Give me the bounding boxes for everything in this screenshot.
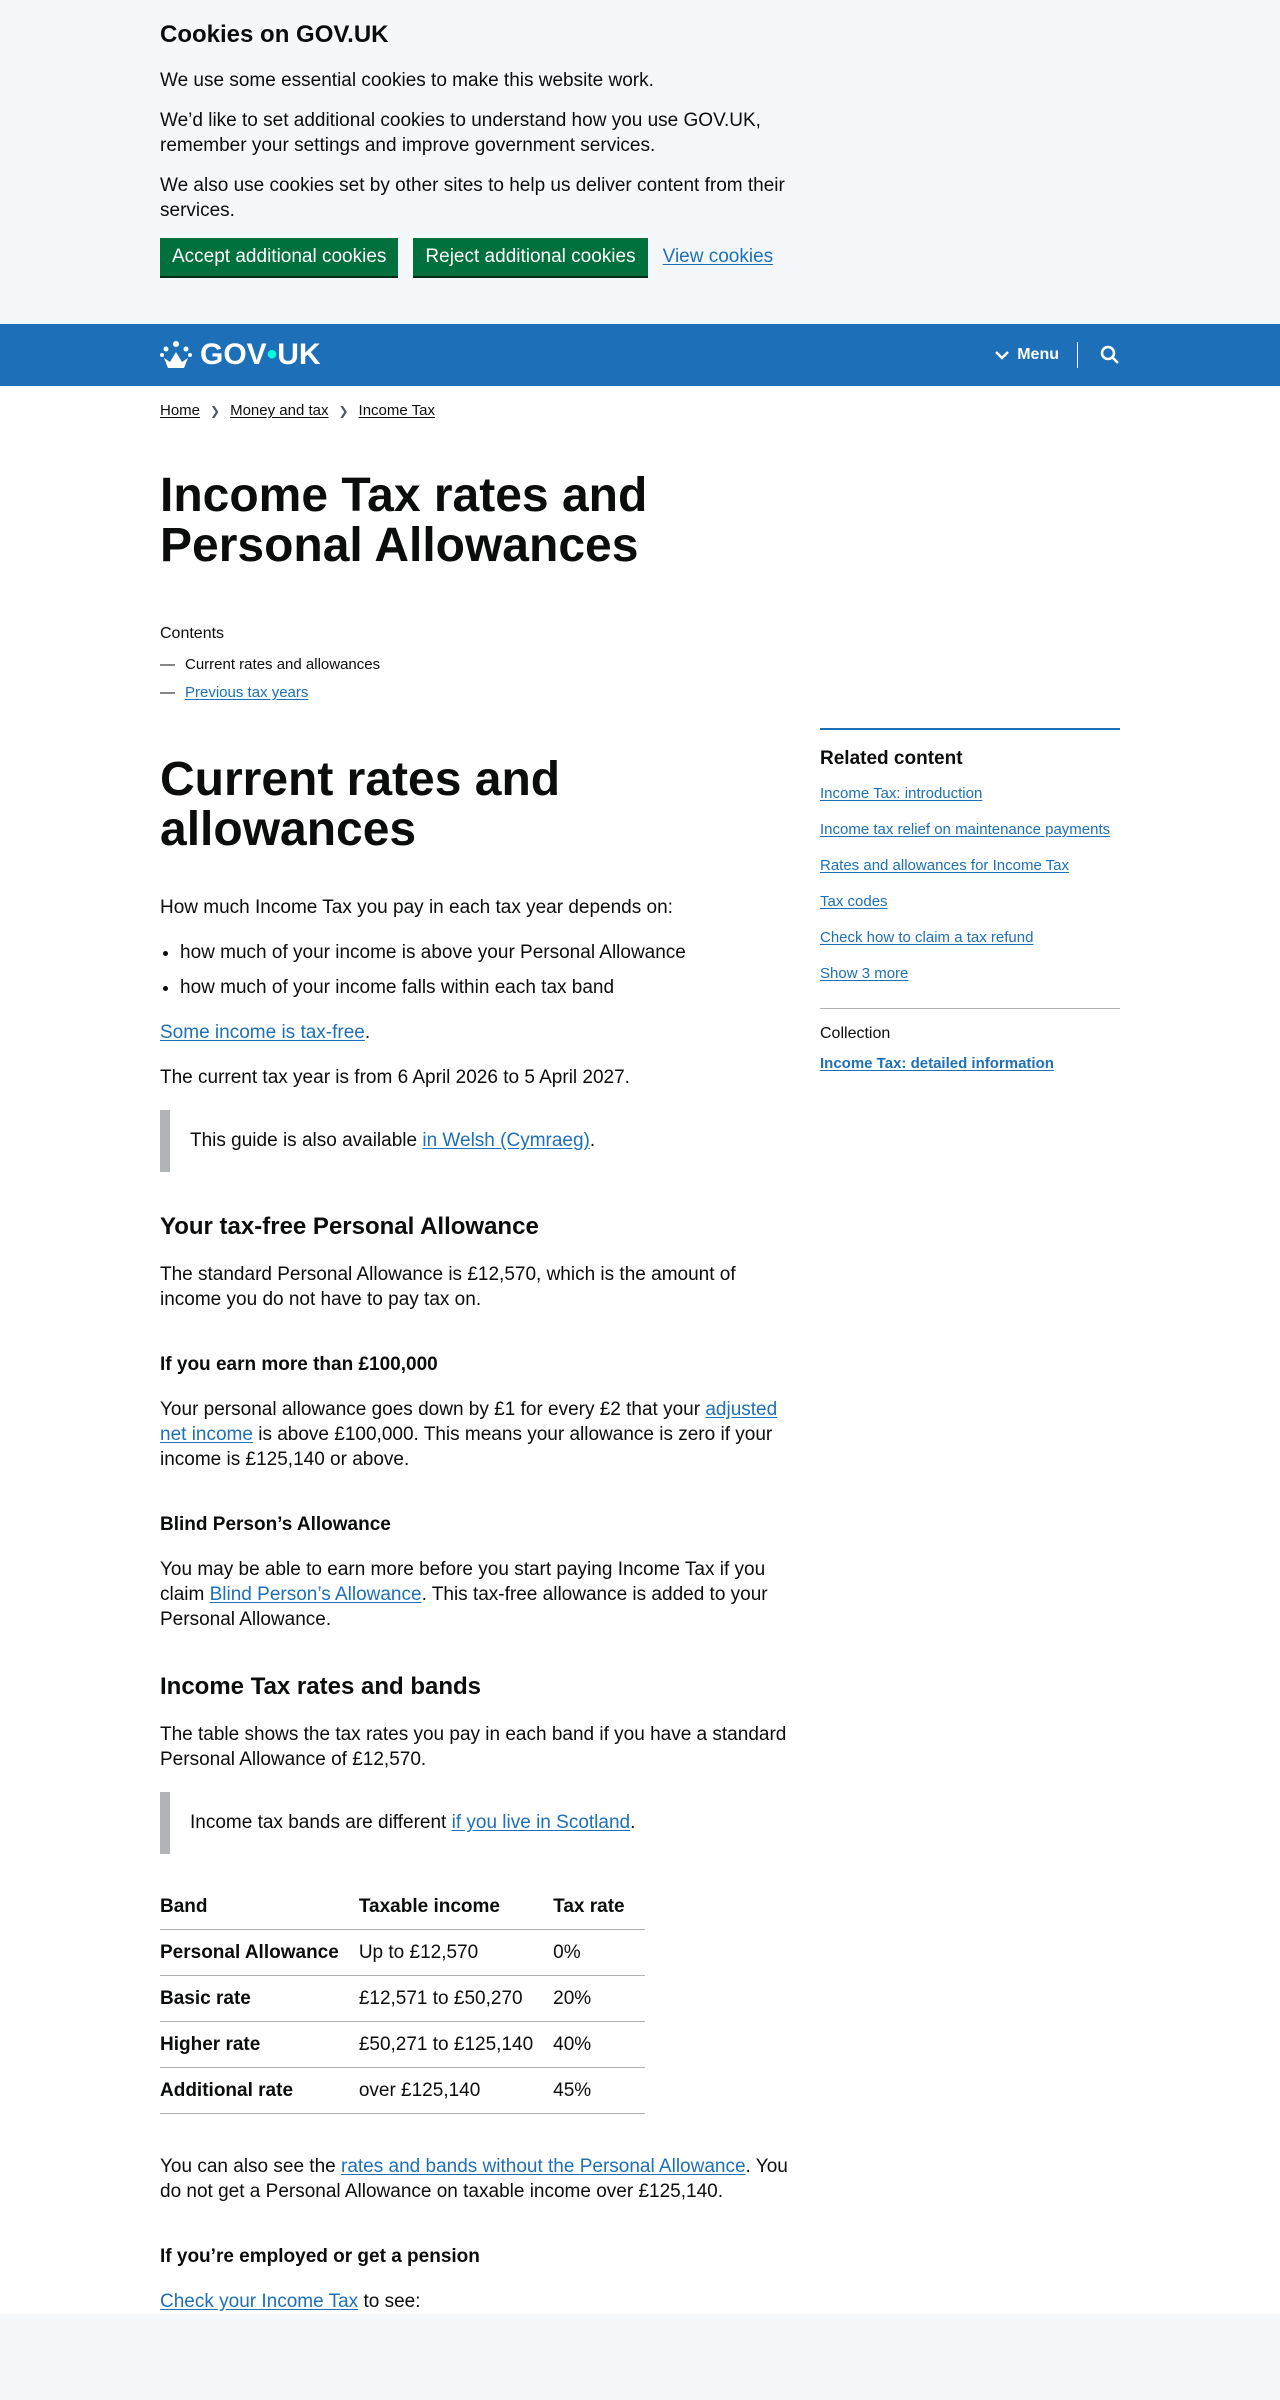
cookie-actions bbox=[160, 238, 1120, 276]
crown-icon bbox=[160, 340, 192, 370]
personal-allowance-text: The standard Personal Allowance is £12,570, which is the amount of income you do not have to pay tax on. bbox=[160, 1264, 736, 1310]
related-link[interactable]: Check how to claim a tax refund bbox=[820, 929, 1034, 946]
column-header: Taxable income bbox=[359, 1884, 553, 1930]
cookie-text: We also use cookies set by other sites to help us deliver content from their services. bbox=[160, 175, 785, 221]
contents-label: Contents bbox=[160, 625, 225, 642]
table-cell: Additional rate bbox=[160, 2068, 359, 2114]
breadcrumb-home[interactable]: Home bbox=[160, 402, 201, 419]
chevron-down-icon bbox=[995, 350, 1009, 360]
section-heading: Current rates and allowances bbox=[160, 753, 561, 856]
previous-tax-years-link[interactable]: Previous tax years bbox=[185, 684, 309, 701]
tax-free-paragraph: Some income is tax-free. bbox=[160, 1022, 371, 1043]
table-cell: £50,271 to £125,140 bbox=[359, 2022, 553, 2068]
employed-heading: If you’re employed or get a pension bbox=[160, 2246, 480, 2267]
sidebar bbox=[820, 728, 1120, 1073]
tax-year-text: The current tax year is from 6 April 2026 to 5 April 2027. bbox=[160, 1067, 630, 1088]
over-100k-heading: If you earn more than £100,000 bbox=[160, 1354, 438, 1375]
table-cell: 45% bbox=[553, 2068, 644, 2114]
related-content bbox=[820, 728, 1120, 984]
contents-item-current: — Current rates and allowances bbox=[160, 656, 381, 673]
related-link-item bbox=[820, 964, 1120, 984]
column-header: Band bbox=[160, 1884, 359, 1930]
cookie-text: We’d like to set additional cookies to understand how you use GOV.UK, remember your settings and improve government services. bbox=[160, 110, 761, 156]
table-row bbox=[160, 2022, 645, 2068]
personal-allowance-heading: Your tax-free Personal Allowance bbox=[160, 1213, 539, 1240]
breadcrumb bbox=[160, 386, 1120, 419]
breadcrumb-income-tax[interactable]: Income Tax bbox=[358, 402, 435, 419]
related-link[interactable]: Rates and allowances for Income Tax bbox=[820, 857, 1070, 874]
contents-item-previous: — Previous tax years bbox=[160, 684, 309, 701]
related-link[interactable]: Income tax relief on maintenance payments bbox=[820, 821, 1111, 838]
over-100k-text: Your personal allowance goes down by £1 for every £2 that your adjusted net income is above £100,000. This means your allowance is zero if your income is £125,140 or above. bbox=[160, 1399, 778, 1470]
cookie-banner-title: Cookies on GOV.UK bbox=[160, 21, 389, 48]
page-title: Income Tax rates and Personal Allowances bbox=[160, 469, 648, 572]
view-cookies-link[interactable]: View cookies bbox=[662, 246, 774, 267]
related-link-item bbox=[820, 856, 1120, 876]
related-link[interactable]: Income Tax: introduction bbox=[820, 785, 983, 802]
check-income-tax-text: Check your Income Tax to see: bbox=[160, 2291, 421, 2312]
blind-allowance-text: You may be able to earn more before you start paying Income Tax if you claim Blind Person’s Allowance. This tax-free allowance is added to your Personal Allowance. bbox=[160, 1559, 768, 1630]
rates-heading: Income Tax rates and bands bbox=[160, 1673, 481, 1700]
collection-label: Collection bbox=[820, 1025, 891, 1042]
main-content bbox=[0, 386, 1280, 2314]
logo-dot: • bbox=[266, 338, 278, 371]
search-button[interactable] bbox=[1078, 345, 1120, 365]
table-row bbox=[160, 2068, 645, 2114]
table-cell: 40% bbox=[553, 2022, 644, 2068]
related-link-item bbox=[820, 892, 1120, 912]
table-row bbox=[160, 1976, 645, 2022]
adjusted-net-income-link[interactable]: adjusted net income bbox=[160, 1399, 778, 1445]
blind-allowance-heading: Blind Person’s Allowance bbox=[160, 1514, 391, 1535]
intro-text: How much Income Tax you pay in each tax year depends on: bbox=[160, 897, 673, 918]
table-cell: 0% bbox=[553, 1930, 644, 1976]
related-link[interactable]: Tax codes bbox=[820, 893, 888, 910]
table-cell: 20% bbox=[553, 1976, 644, 2022]
scotland-inset: Income tax bands are different if you live in Scotland. bbox=[160, 1792, 790, 1854]
related-link-item bbox=[820, 784, 1120, 804]
table-header-row bbox=[160, 1884, 645, 1930]
breadcrumb-chevron-icon: ❯ bbox=[210, 403, 221, 418]
blind-allowance-link[interactable]: Blind Person’s Allowance bbox=[209, 1584, 422, 1605]
logo-text-uk: UK bbox=[277, 338, 321, 371]
list-item: • how much of your income is above your Personal Allowance bbox=[180, 940, 790, 965]
cookie-banner bbox=[0, 0, 1280, 324]
table-cell: Basic rate bbox=[160, 1976, 359, 2022]
collection bbox=[820, 1008, 1120, 1073]
logo-text-gov: GOV bbox=[200, 338, 267, 371]
table-cell: Up to £12,570 bbox=[359, 1930, 553, 1976]
tax-bands-table bbox=[160, 1884, 645, 2114]
check-income-tax-link[interactable]: Check your Income Tax bbox=[160, 2291, 359, 2312]
table-cell: Personal Allowance bbox=[160, 1930, 359, 1976]
bullet-list bbox=[160, 940, 790, 1000]
breadcrumb-chevron-icon: ❯ bbox=[338, 403, 349, 418]
search-icon bbox=[1100, 345, 1120, 365]
table-cell: over £125,140 bbox=[359, 2068, 553, 2114]
rates-without-allowance-text: You can also see the rates and bands without the Personal Allowance. You do not get a Personal Allowance on taxable income over £125,140. bbox=[160, 2156, 788, 2202]
table-cell: £12,571 to £50,270 bbox=[359, 1976, 553, 2022]
reject-cookies-button[interactable]: Reject additional cookies bbox=[413, 238, 647, 276]
show-more-link[interactable]: Show 3 more bbox=[820, 965, 909, 982]
menu-label: Menu bbox=[1017, 346, 1059, 363]
rates-text: The table shows the tax rates you pay in each band if you have a standard Personal Allowance of £12,570. bbox=[160, 1724, 787, 1770]
table-cell: Higher rate bbox=[160, 2022, 359, 2068]
scotland-link[interactable]: if you live in Scotland bbox=[451, 1812, 631, 1833]
menu-button[interactable] bbox=[995, 342, 1078, 368]
table-row bbox=[160, 1930, 645, 1976]
contents-nav bbox=[160, 625, 1120, 707]
list-item: • how much of your income falls within each tax band bbox=[180, 975, 790, 1000]
related-link-item bbox=[820, 928, 1120, 948]
accept-cookies-button[interactable]: Accept additional cookies bbox=[160, 238, 398, 276]
rates-without-allowance-link[interactable]: rates and bands without the Personal Allowance bbox=[341, 2156, 746, 2177]
site-header bbox=[0, 324, 1280, 386]
welsh-inset: This guide is also available in Welsh (Cymraeg). bbox=[160, 1110, 790, 1172]
govuk-logo[interactable] bbox=[160, 338, 321, 372]
related-content-heading: Related content bbox=[820, 748, 963, 769]
breadcrumb-money-and-tax[interactable]: Money and tax bbox=[230, 402, 329, 419]
cookie-text: We use some essential cookies to make this website work. bbox=[160, 70, 654, 91]
related-link-item bbox=[820, 820, 1120, 840]
collection-link[interactable]: Income Tax: detailed information bbox=[820, 1055, 1054, 1072]
article-body bbox=[160, 755, 790, 2314]
tax-free-link[interactable]: Some income is tax-free bbox=[160, 1022, 365, 1043]
column-header: Tax rate bbox=[553, 1884, 644, 1930]
welsh-link[interactable]: in Welsh (Cymraeg) bbox=[422, 1130, 590, 1151]
